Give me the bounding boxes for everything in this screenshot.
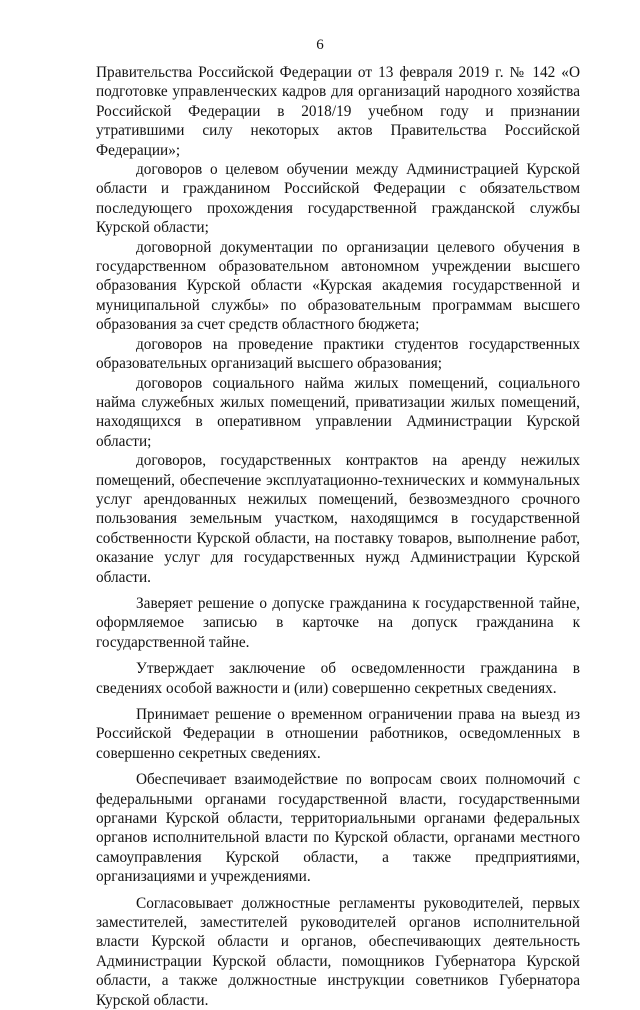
paragraph: Утверждает заключение об осведомленности гражданина в сведениях особой важности и (или) совершенно секретных сведениях. bbox=[96, 660, 580, 697]
paragraph: договоров о целевом обучении между Администрацией Курской области и гражданином Российской Федерации с обязательством последующего прохождения государственной гражданской службы Курской области; bbox=[96, 161, 580, 237]
page-number: 6 bbox=[316, 37, 324, 53]
paragraph: Заверяет решение о допуске гражданина к государственной тайне, оформляемое записью в карточке на допуск гражданина к государственной тайне. bbox=[96, 594, 580, 651]
paragraph: договоров социального найма жилых помещений, социального найма служебных жилых помещений, приватизации жилых помещений, находящихся в оперативном управлении Администрации Курской области; bbox=[96, 374, 580, 450]
paragraph: договорной документации по организации целевого обучения в государственном образовательном автономном учреждении высшего образования Курской области «Курская академия государственной и муниципальной службы» по образовательным программам высшего образования за счет средств областного бюджета; bbox=[96, 238, 580, 334]
paragraph: договоров, государственных контрактов на аренду нежилых помещений, обеспечение эксплуатационно-технических и коммунальных услуг арендованных нежилых помещений, безвозмездного срочного пользования земельным участком, находящимся в государственной собственности Курской области, на поставку товаров, выполнение работ, оказание услуг для государственных нужд Администрации Курской области. bbox=[96, 452, 580, 586]
document-body bbox=[96, 63, 580, 1010]
paragraph: Принимает решение о временном ограничении права на выезд из Российской Федерации в отношении работников, осведомленных в совершенно секретных сведениях. bbox=[96, 706, 580, 762]
paragraph: Обеспечивает взаимодействие по вопросам своих полномочий с федеральными органами государственной власти, государственными органами Курской области, территориальными органами федеральных органов исполнительной власти по Курской области, органами местного самоуправления Курской области, а также предприятиями, организациями и учреждениями. bbox=[96, 771, 580, 886]
paragraph: договоров на проведение практики студентов государственных образовательных организаций высшего образования; bbox=[96, 335, 580, 373]
paragraph: Правительства Российской Федерации от 13 февраля 2019 г. № 142 «О подготовке управленческих кадров для организаций народного хозяйства Российской Федерации в 2018/19 учебном году и признании утратившими силу некоторых актов Правительства Российской Федерации»; bbox=[96, 64, 580, 159]
paragraph: Согласовывает должностные регламенты руководителей, первых заместителей, заместителей руководителей органов исполнительной власти Курской области и органов, обеспечивающих деятельность Администрации Курской области, помощников Губернатора Курской области, а также должностные инструкции советников Губернатора Курской области. bbox=[96, 894, 580, 1009]
